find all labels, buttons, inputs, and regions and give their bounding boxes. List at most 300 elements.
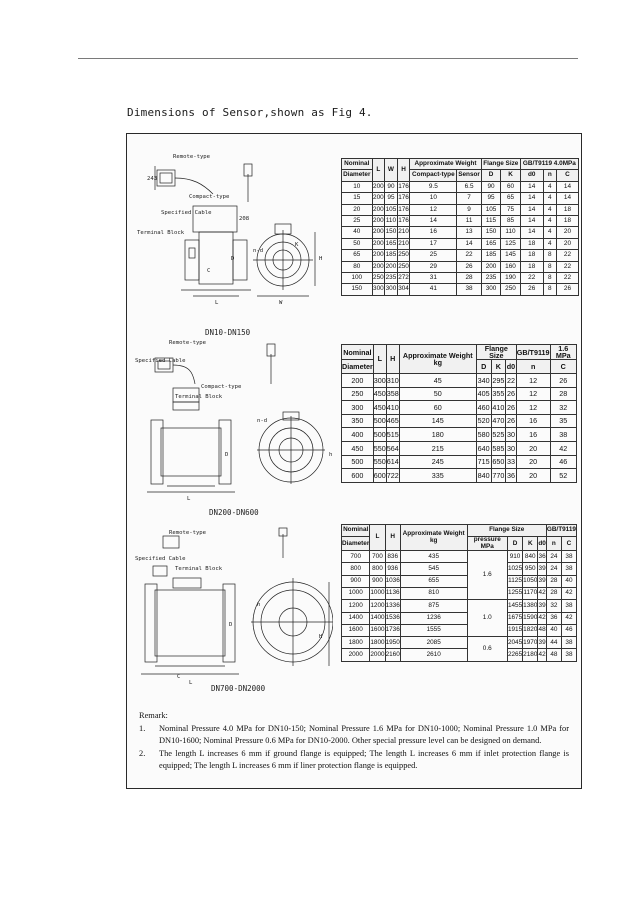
table-cell: 42 <box>561 612 576 624</box>
table-cell: 2000 <box>342 649 370 661</box>
remarks-title: Remark: <box>139 711 168 720</box>
table-row <box>342 649 577 661</box>
pressure-group-cell: 0.6 <box>467 637 507 662</box>
table-cell: 42 <box>538 612 546 624</box>
table-cell: 1590 <box>523 612 538 624</box>
table-cell: 60 <box>399 401 476 415</box>
table-cell: 31 <box>410 272 457 283</box>
table-cell: 45 <box>399 374 476 388</box>
hdr3-l: L <box>370 525 385 551</box>
hdr-d0: d0 <box>520 170 543 181</box>
table-cell: 200 <box>372 238 385 249</box>
dim-h-label-1: H <box>319 256 323 262</box>
sensor-drawing-large <box>133 526 333 694</box>
table-cell: 12 <box>516 374 550 388</box>
table-body <box>342 551 577 662</box>
table-row <box>342 575 577 587</box>
table-cell: 800 <box>370 563 385 575</box>
remark-item <box>139 723 569 748</box>
table-cell: 48 <box>546 649 561 661</box>
hdr2-pressure: 1.6 MPa <box>550 345 576 360</box>
table-row <box>342 612 577 624</box>
table-cell: 7 <box>457 193 481 204</box>
table-cell: 15 <box>342 193 373 204</box>
table-cell: 1400 <box>342 612 370 624</box>
table-cell: 105 <box>481 204 500 215</box>
table-cell: 300 <box>372 284 385 295</box>
remark-item <box>139 748 569 773</box>
dim-w-label-1: W <box>279 300 283 306</box>
hdr2-l: L <box>373 345 386 374</box>
table-cell: 20 <box>516 469 550 483</box>
table-cell: 900 <box>370 575 385 587</box>
table-cell: 42 <box>538 588 546 600</box>
table-cell: 16 <box>516 428 550 442</box>
table-cell: 115 <box>481 215 500 226</box>
table-cell: 18 <box>520 250 543 261</box>
table-cell: 18 <box>520 261 543 272</box>
hdr3-standard: GB/T9119 <box>546 525 576 537</box>
table-cell: 200 <box>372 204 385 215</box>
table-cell: 1536 <box>385 612 400 624</box>
terminal-block-label-2: Terminal Block <box>175 394 223 400</box>
table-cell: 150 <box>385 227 398 238</box>
table-cell: 410 <box>386 401 399 415</box>
dim-h-label-2: h <box>329 452 333 458</box>
sensor-drawing-small <box>133 144 333 319</box>
table-cell: 1200 <box>370 600 385 612</box>
hdr3-nominal: Nominal <box>342 525 370 537</box>
table-cell: 2045 <box>507 637 522 649</box>
dim-bigH-label-3: H <box>319 634 323 640</box>
table-cell: 300 <box>481 284 500 295</box>
table-cell: 515 <box>386 428 399 442</box>
hdr-approx-weight: Approximate Weight <box>410 159 481 170</box>
table-cell: 1555 <box>400 624 467 636</box>
table-cell: 200 <box>372 227 385 238</box>
table-cell: 1600 <box>370 624 385 636</box>
dim-d-label-3: D <box>229 622 233 628</box>
table-cell: 465 <box>386 414 399 428</box>
table-cell: 60 <box>501 181 521 192</box>
table-cell: 28 <box>457 272 481 283</box>
table-cell: 200 <box>342 374 374 388</box>
table-cell: 410 <box>491 401 506 415</box>
table-cell: 13 <box>457 227 481 238</box>
table-cell: 14 <box>556 181 578 192</box>
table-cell: 100 <box>342 272 373 283</box>
hdr-n: n <box>543 170 556 181</box>
table-cell: 564 <box>386 441 399 455</box>
table-row <box>342 441 577 455</box>
table-cell: 1025 <box>507 563 522 575</box>
table-cell: 190 <box>501 272 521 283</box>
table-cell: 4 <box>543 215 556 226</box>
dim-d-label-1: D <box>231 256 235 262</box>
table-row <box>342 563 577 575</box>
table-cell: 22 <box>457 250 481 261</box>
panel2-caption: DN200-DN600 <box>209 508 259 517</box>
table-cell: 40 <box>561 575 576 587</box>
table-cell: 26 <box>520 284 543 295</box>
table-cell: 40 <box>546 624 561 636</box>
table-cell: 300 <box>385 284 398 295</box>
table-cell: 26 <box>556 284 578 295</box>
table-cell: 1000 <box>342 588 370 600</box>
table-cell: 30 <box>506 441 517 455</box>
table-cell: 20 <box>516 441 550 455</box>
table-cell: 29 <box>410 261 457 272</box>
table-cell: 1336 <box>385 600 400 612</box>
hdr2-n: n <box>516 360 550 374</box>
table-cell: 2610 <box>400 649 467 661</box>
dim-h-label-3: h <box>257 602 261 608</box>
dim-nd-label-1: n-d <box>253 248 264 254</box>
table-cell: 12 <box>516 387 550 401</box>
table-cell: 38 <box>561 551 576 563</box>
dimensions-table-dn10-dn150 <box>341 158 579 296</box>
table-cell: 1136 <box>385 588 400 600</box>
table-cell: 26 <box>506 414 517 428</box>
table-cell: 1455 <box>507 600 522 612</box>
table-cell: 1170 <box>523 588 538 600</box>
table-cell: 6.5 <box>457 181 481 192</box>
table-cell: 700 <box>342 551 370 563</box>
table-cell: 14 <box>520 193 543 204</box>
table-cell: 1200 <box>342 600 370 612</box>
table-row <box>342 428 577 442</box>
table-cell: 145 <box>501 250 521 261</box>
dim-l-label-3: L <box>189 680 193 686</box>
hdr-nominal: Nominal <box>342 159 373 170</box>
table-cell: 28 <box>546 575 561 587</box>
hdr2-diameter: Diameter <box>342 360 374 374</box>
table-cell: 450 <box>373 387 386 401</box>
specified-cable-label: Specified Cable <box>161 210 212 216</box>
table-cell: 48 <box>538 624 546 636</box>
table-cell: 24 <box>546 563 561 575</box>
table-cell: 185 <box>385 250 398 261</box>
table-row <box>342 600 577 612</box>
table-cell: 25 <box>342 215 373 226</box>
table-cell: 215 <box>399 441 476 455</box>
table-cell: 500 <box>342 455 374 469</box>
table-row <box>342 469 577 483</box>
table-cell: 1050 <box>523 575 538 587</box>
table-cell: 30 <box>506 428 517 442</box>
table-cell: 1970 <box>523 637 538 649</box>
table-cell: 95 <box>481 193 500 204</box>
table-cell: 110 <box>501 227 521 238</box>
table-cell: 358 <box>386 387 399 401</box>
table-cell: 12 <box>516 401 550 415</box>
table-cell: 1950 <box>385 637 400 649</box>
hdr3-d: D <box>507 537 522 551</box>
table-cell: 450 <box>342 441 374 455</box>
table-row <box>342 387 577 401</box>
hdr2-nominal: Nominal <box>342 345 374 360</box>
table-cell: 250 <box>372 272 385 283</box>
table-cell: 200 <box>372 215 385 226</box>
hdr-h: H <box>397 159 410 182</box>
table-cell: 33 <box>506 455 517 469</box>
table-cell: 200 <box>372 181 385 192</box>
table-cell: 39 <box>538 575 546 587</box>
panel1-caption: DN10-DN150 <box>205 328 251 337</box>
table-cell: 9 <box>457 204 481 215</box>
table-cell: 245 <box>399 455 476 469</box>
table-cell: 700 <box>370 551 385 563</box>
table-cell: 340 <box>476 374 491 388</box>
table-cell: 500 <box>373 414 386 428</box>
table-cell: 95 <box>385 193 398 204</box>
hdr-compact: Compact-type <box>410 170 457 181</box>
table-row <box>342 193 579 204</box>
table-cell: 28 <box>550 387 576 401</box>
table-cell: 105 <box>385 204 398 215</box>
hdr3-h: H <box>385 525 400 551</box>
table-cell: 16 <box>516 414 550 428</box>
table-row <box>342 588 577 600</box>
panel-dn200-dn600 <box>127 332 581 517</box>
table-cell: 4 <box>543 193 556 204</box>
table-cell: 2085 <box>400 637 467 649</box>
table-cell: 1400 <box>370 612 385 624</box>
table-cell: 545 <box>400 563 467 575</box>
hdr-standard: GB/T9119 4.0MPa <box>520 159 578 170</box>
table-cell: 580 <box>476 428 491 442</box>
table-cell: 36 <box>546 612 561 624</box>
table-cell: 42 <box>550 441 576 455</box>
table-cell: 22 <box>506 374 517 388</box>
table-cell: 470 <box>491 414 506 428</box>
table-cell: 18 <box>556 215 578 226</box>
table-cell: 2180 <box>523 649 538 661</box>
dimensions-table-dn700-dn2000 <box>341 524 577 662</box>
table-row <box>342 284 579 295</box>
table-cell: 90 <box>385 181 398 192</box>
table-cell: 1036 <box>385 575 400 587</box>
compact-type-label: Compact-type <box>189 194 230 200</box>
table-row <box>342 238 579 249</box>
table-cell: 4 <box>543 238 556 249</box>
table-cell: 200 <box>372 261 385 272</box>
table-cell: 2265 <box>507 649 522 661</box>
table-cell: 450 <box>373 401 386 415</box>
table-cell: 14 <box>520 227 543 238</box>
table-cell: 1236 <box>400 612 467 624</box>
hdr2-standard: GB/T9119 <box>516 345 550 360</box>
table-row <box>342 455 577 469</box>
table-cell: 1600 <box>342 624 370 636</box>
table-cell: 310 <box>386 374 399 388</box>
table-cell: 550 <box>373 441 386 455</box>
dim-243-label: 243 <box>147 176 158 182</box>
table-cell: 836 <box>385 551 400 563</box>
table-cell: 180 <box>399 428 476 442</box>
table-cell: 39 <box>538 600 546 612</box>
remote-type-label-2: Remote-type <box>169 340 207 346</box>
table-cell: 800 <box>342 563 370 575</box>
table-cell: 18 <box>556 204 578 215</box>
table-cell: 20 <box>516 455 550 469</box>
dimensions-table-dn200-dn600 <box>341 344 577 483</box>
dim-nd-label-2: n-d <box>257 418 268 424</box>
table-cell: 300 <box>342 401 374 415</box>
table-cell: 8 <box>543 284 556 295</box>
table-cell: 10 <box>410 193 457 204</box>
table-cell: 550 <box>373 455 386 469</box>
table-cell: 1915 <box>507 624 522 636</box>
table-cell: 1800 <box>370 637 385 649</box>
hdr-diameter: Diameter <box>342 170 373 181</box>
pressure-group-cell: 1.6 <box>467 551 507 600</box>
table-cell: 26 <box>506 387 517 401</box>
table-cell: 50 <box>342 238 373 249</box>
table-cell: 200 <box>372 250 385 261</box>
table-cell: 42 <box>561 588 576 600</box>
table-cell: 26 <box>457 261 481 272</box>
table-cell: 460 <box>476 401 491 415</box>
table-cell: 11 <box>457 215 481 226</box>
table-cell: 9.5 <box>410 181 457 192</box>
page-title: Dimensions of Sensor,shown as Fig 4. <box>127 106 373 119</box>
table-cell: 40 <box>342 227 373 238</box>
table-cell: 65 <box>342 250 373 261</box>
table-cell: 4 <box>543 181 556 192</box>
table-row <box>342 250 579 261</box>
compact-type-label-2: Compact-type <box>201 384 242 390</box>
table-cell: 24 <box>546 551 561 563</box>
table-cell: 210 <box>397 227 410 238</box>
hdr2-flange-size: Flange Size <box>476 345 516 360</box>
table-row <box>342 215 579 226</box>
table-cell: 10 <box>342 181 373 192</box>
hdr-w: W <box>385 159 398 182</box>
table-cell: 36 <box>506 469 517 483</box>
table-cell: 50 <box>399 387 476 401</box>
table-cell: 165 <box>385 238 398 249</box>
table-cell: 520 <box>476 414 491 428</box>
table-cell: 39 <box>538 637 546 649</box>
table-cell: 722 <box>386 469 399 483</box>
table-cell: 650 <box>491 455 506 469</box>
table-body <box>342 374 577 483</box>
table-cell: 250 <box>501 284 521 295</box>
table-cell: 150 <box>342 284 373 295</box>
table-cell: 38 <box>561 600 576 612</box>
hdr3-flange-size: Flange Size <box>467 525 546 537</box>
table-row <box>342 414 577 428</box>
table-cell: 20 <box>556 227 578 238</box>
table-cell: 300 <box>373 374 386 388</box>
table-cell: 176 <box>397 204 410 215</box>
table-cell: 600 <box>342 469 374 483</box>
table-cell: 655 <box>400 575 467 587</box>
hdr3-pressure: pressure MPa <box>467 537 507 551</box>
table-cell: 1380 <box>523 600 538 612</box>
hdr-sensor: Sensor <box>457 170 481 181</box>
table-cell: 42 <box>538 649 546 661</box>
hdr-c: C <box>556 170 578 181</box>
table-cell: 110 <box>385 215 398 226</box>
table-cell: 39 <box>538 563 546 575</box>
pressure-group-cell: 1.0 <box>467 600 507 637</box>
table-row <box>342 551 577 563</box>
hdr-k: K <box>501 170 521 181</box>
panel-dn700-dn2000 <box>127 526 581 694</box>
hdr3-k: K <box>523 537 538 551</box>
table-cell: 1820 <box>523 624 538 636</box>
table-cell: 1675 <box>507 612 522 624</box>
table-cell: 335 <box>399 469 476 483</box>
hdr3-approx-weight: Approximate Weight kg <box>400 525 467 551</box>
table-cell: 26 <box>550 374 576 388</box>
table-cell: 36 <box>538 551 546 563</box>
dim-c-label-1: C <box>207 268 211 274</box>
table-row <box>342 374 577 388</box>
table-cell: 900 <box>342 575 370 587</box>
table-cell: 38 <box>550 428 576 442</box>
table-cell: 14 <box>410 215 457 226</box>
terminal-block-label: Terminal Block <box>137 230 185 236</box>
panel-dn10-dn150 <box>127 144 581 337</box>
table-cell: 350 <box>342 414 374 428</box>
table-cell: 1000 <box>370 588 385 600</box>
dim-l-label-2: L <box>187 496 191 502</box>
table-cell: 200 <box>372 193 385 204</box>
table-cell: 435 <box>400 551 467 563</box>
table-cell: 80 <box>342 261 373 272</box>
hdr3-d0: d0 <box>538 537 546 551</box>
remark-number: 2. <box>139 748 146 758</box>
table-cell: 2160 <box>385 649 400 661</box>
table-cell: 35 <box>550 414 576 428</box>
remark-text: Nominal Pressure 4.0 MPa for DN10-150; Nominal Pressure 1.6 MPa for DN10-1000; Nominal Pressure 1.0 MPa for DN10-1600; Nominal Pressure 0.6 MPa for DN10-2000. Other special pressure level can be designed on demand. <box>159 723 569 746</box>
table-cell: 145 <box>399 414 476 428</box>
table-cell: 14 <box>457 238 481 249</box>
table-cell: 20 <box>556 238 578 249</box>
table-cell: 600 <box>373 469 386 483</box>
table-cell: 770 <box>491 469 506 483</box>
table-cell: 20 <box>342 204 373 215</box>
remote-type-label: Remote-type <box>173 154 211 160</box>
table-cell: 32 <box>546 600 561 612</box>
table-cell: 210 <box>397 238 410 249</box>
table-cell: 200 <box>385 261 398 272</box>
table-cell: 160 <box>501 261 521 272</box>
table-cell: 176 <box>397 181 410 192</box>
dim-l-label-1: L <box>215 300 219 306</box>
table-cell: 235 <box>385 272 398 283</box>
table-cell: 22 <box>556 261 578 272</box>
table-row <box>342 227 579 238</box>
table-cell: 17 <box>410 238 457 249</box>
hdr3-diameter: Diameter <box>342 537 370 551</box>
dim-c-label-3: C <box>177 674 181 680</box>
table-cell: 715 <box>476 455 491 469</box>
table-cell: 90 <box>481 181 500 192</box>
table-cell: 41 <box>410 284 457 295</box>
table-cell: 840 <box>476 469 491 483</box>
hdr2-h: H <box>386 345 399 374</box>
hdr-d: D <box>481 170 500 181</box>
remote-type-label-3: Remote-type <box>169 530 207 536</box>
table-cell: 525 <box>491 428 506 442</box>
panel3-caption: DN700-DN2000 <box>211 684 266 693</box>
table-cell: 14 <box>520 181 543 192</box>
table-cell: 1800 <box>342 637 370 649</box>
